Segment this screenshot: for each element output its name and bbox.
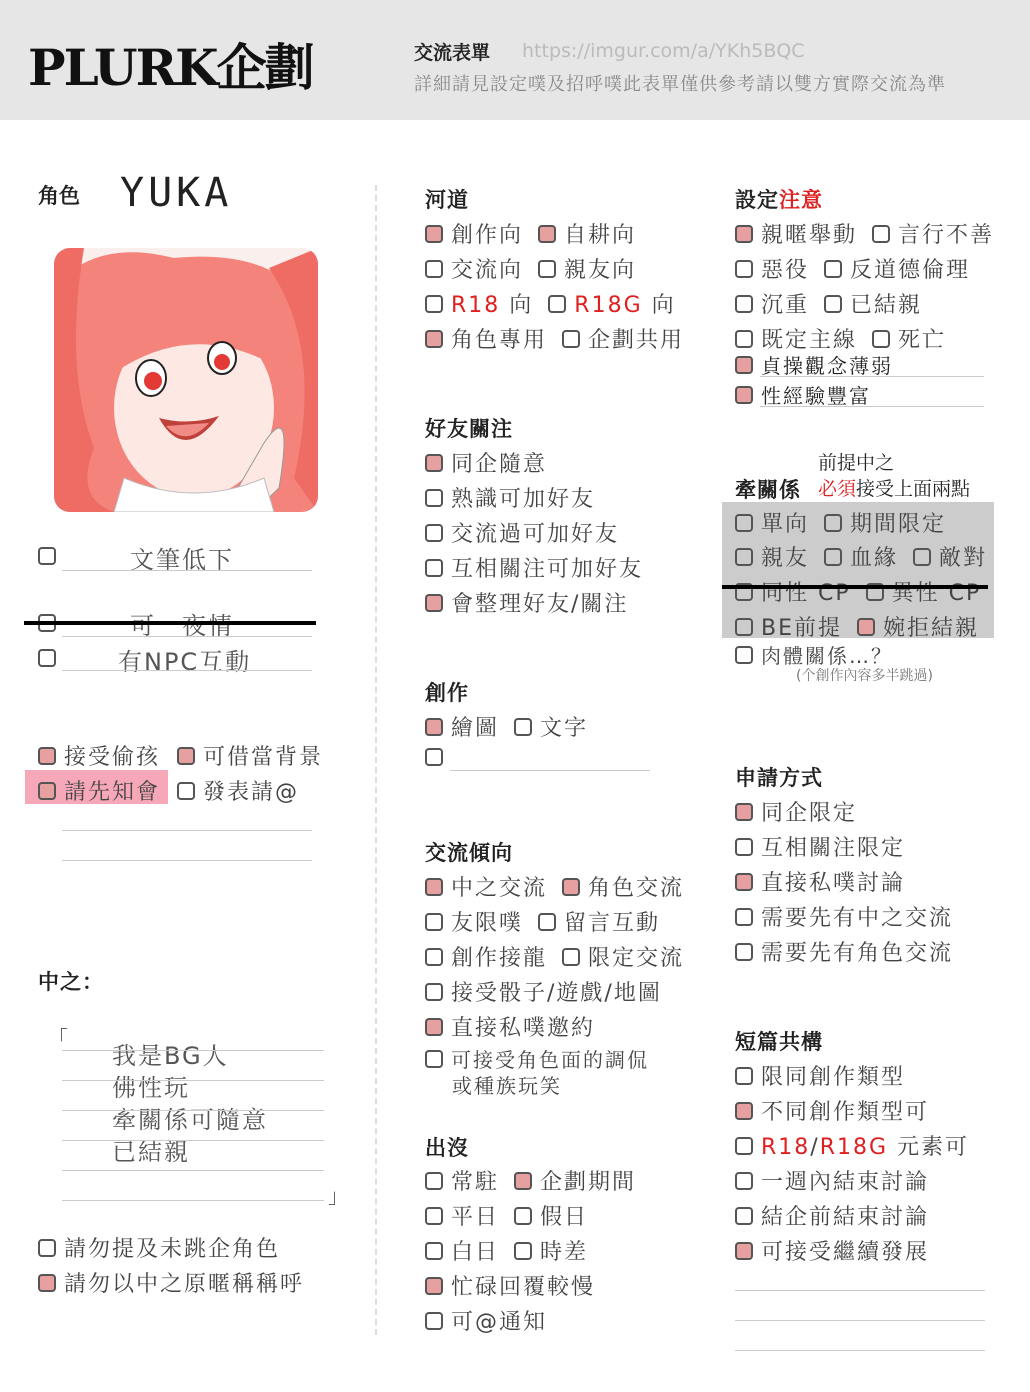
misc-row-1: 接受偷孩 可借當背景 xyxy=(38,740,323,771)
short-item-2: 不同創作類型可 xyxy=(735,1095,929,1126)
blank-line xyxy=(62,1080,324,1081)
header-bar xyxy=(0,0,1030,120)
checkbox-icon[interactable] xyxy=(548,295,566,313)
checkbox-icon[interactable] xyxy=(824,548,842,566)
apply-item-4: 需要先有中之交流 xyxy=(735,901,953,932)
nakanohito-title: 中之： xyxy=(38,970,104,994)
char-option-3[interactable] xyxy=(38,647,64,672)
blank-line xyxy=(735,1290,985,1291)
checkbox-icon[interactable] xyxy=(425,295,443,313)
checkbox-icon[interactable] xyxy=(735,1102,753,1120)
relation-row-2: 親友 血緣 敵對 xyxy=(735,541,987,572)
checkbox-icon[interactable] xyxy=(38,782,56,800)
river-title: 河道 xyxy=(425,188,469,212)
blank-line xyxy=(62,1050,324,1051)
checkbox-icon[interactable] xyxy=(38,547,56,565)
appear-row-5: 可@通知 xyxy=(425,1305,547,1336)
checkbox-icon[interactable] xyxy=(425,489,443,507)
nakanohito-line-2: 佛性玩 xyxy=(112,1074,190,1102)
char-option-3-label: 有NPC互動 xyxy=(118,648,252,676)
friends-item-2: 熟識可加好友 xyxy=(425,482,595,513)
friends-title: 好友關注 xyxy=(425,417,513,441)
checkbox-icon[interactable] xyxy=(735,548,753,566)
nakanohito-option-1: 請勿提及未跳企角色 xyxy=(38,1232,280,1263)
blank-line xyxy=(735,1320,985,1321)
exchange-row-4: 接受骰子/遊戲/地圖 xyxy=(425,976,662,1007)
blank-line xyxy=(62,670,312,671)
apply-item-2: 互相關注限定 xyxy=(735,831,905,862)
checkbox-icon[interactable] xyxy=(38,1274,56,1292)
blank-line xyxy=(62,1170,324,1171)
checkbox-icon[interactable] xyxy=(735,514,753,532)
creation-row: 繪圖 文字 xyxy=(425,711,588,742)
nakanohito-line-4: 已結親 xyxy=(112,1138,190,1166)
appear-row-3: 白日 時差 xyxy=(425,1235,588,1266)
checkbox-icon[interactable] xyxy=(538,913,556,931)
settings-title: 設定注意 xyxy=(735,188,823,212)
checkbox-icon[interactable] xyxy=(735,1067,753,1085)
settings-row-5: 貞操觀念薄弱 xyxy=(735,350,893,379)
settings-row-6: 性經驗豐富 xyxy=(735,380,871,409)
checkbox-icon[interactable] xyxy=(38,1239,56,1257)
friends-item-3: 交流過可加好友 xyxy=(425,517,619,548)
short-title: 短篇共構 xyxy=(735,1030,823,1054)
checkbox-icon[interactable] xyxy=(425,1312,443,1330)
checkbox-icon[interactable] xyxy=(735,295,753,313)
checkbox-icon[interactable] xyxy=(735,838,753,856)
checkbox-icon[interactable] xyxy=(872,330,890,348)
checkbox-icon[interactable] xyxy=(735,356,753,374)
checkbox-icon[interactable] xyxy=(735,225,753,243)
form-title: 交流表單 xyxy=(414,42,491,64)
checkbox-icon[interactable] xyxy=(735,618,753,636)
open-bracket: 「 xyxy=(48,1026,68,1050)
character-avatar xyxy=(54,248,318,512)
checkbox-icon[interactable] xyxy=(425,1207,443,1225)
blank-line xyxy=(62,1200,324,1201)
checkbox-icon[interactable] xyxy=(425,913,443,931)
char-option-1-label: 文筆低下 xyxy=(130,546,234,574)
short-item-1: 限同創作類型 xyxy=(735,1060,905,1091)
checkbox-icon[interactable] xyxy=(735,1207,753,1225)
blank-line xyxy=(450,770,650,771)
blank-line xyxy=(62,636,312,637)
checkbox-icon[interactable] xyxy=(425,330,443,348)
checkbox-icon[interactable] xyxy=(425,260,443,278)
checkbox-icon[interactable] xyxy=(177,747,195,765)
apply-item-3: 直接私噗討論 xyxy=(735,866,905,897)
checkbox-icon[interactable] xyxy=(425,948,443,966)
friends-item-4: 互相關注可加好友 xyxy=(425,552,643,583)
relation-title: 牽關係 xyxy=(735,478,801,502)
nakanohito-line-3: 牽關係可隨意 xyxy=(112,1106,268,1134)
short-item-6: 可接受繼續發展 xyxy=(735,1235,929,1266)
exchange-row-1: 中之交流 角色交流 xyxy=(425,871,684,902)
checkbox-icon[interactable] xyxy=(735,873,753,891)
checkbox-icon[interactable] xyxy=(425,594,443,612)
settings-row-1: 親暱舉動 言行不善 xyxy=(735,218,994,249)
creation-title: 創作 xyxy=(425,681,469,705)
blank-line xyxy=(760,406,984,407)
exchange-row-2: 友限噗 留言互動 xyxy=(425,906,660,937)
checkbox-icon[interactable] xyxy=(514,1172,532,1190)
checkbox-icon[interactable] xyxy=(425,1242,443,1260)
checkbox-icon[interactable] xyxy=(538,260,556,278)
relation-premise: 必須接受上面兩點 xyxy=(818,478,971,500)
checkbox-icon[interactable] xyxy=(425,524,443,542)
checkbox-icon[interactable] xyxy=(735,803,753,821)
relation-row-5: 肉體關係…？ xyxy=(735,640,893,669)
character-label: 角色 xyxy=(38,184,80,208)
checkbox-icon[interactable] xyxy=(425,718,443,736)
relation-note: (个創作內容多半跳過) xyxy=(796,668,933,684)
friends-item-1: 同企隨意 xyxy=(425,447,547,478)
checkbox-icon[interactable] xyxy=(425,983,443,1001)
appear-row-1: 常駐 企劃期間 xyxy=(425,1165,636,1196)
checkbox-icon[interactable] xyxy=(735,908,753,926)
checkbox-icon[interactable] xyxy=(38,649,56,667)
nakanohito-option-2: 請勿以中之原暱稱稱呼 xyxy=(38,1267,304,1298)
relation-row-4: BE前提 婉拒結親 xyxy=(735,611,979,642)
checkbox-icon[interactable] xyxy=(735,260,753,278)
checkbox-icon[interactable] xyxy=(735,1172,753,1190)
checkbox-icon[interactable] xyxy=(38,747,56,765)
checkbox-icon[interactable] xyxy=(562,948,580,966)
friends-item-5: 會整理好友/關注 xyxy=(425,587,628,618)
misc-row-2: 請先知會 發表請@ xyxy=(38,775,299,806)
checkbox-icon[interactable] xyxy=(538,225,556,243)
checkbox-icon[interactable] xyxy=(872,225,890,243)
checkbox-icon[interactable] xyxy=(425,1277,443,1295)
blank-line xyxy=(735,1350,985,1351)
checkbox-icon[interactable] xyxy=(562,330,580,348)
checkbox-icon[interactable] xyxy=(425,1172,443,1190)
checkbox-icon[interactable] xyxy=(735,943,753,961)
form-url-link[interactable]: https://imgur.com/a/YKh5BQC xyxy=(522,40,805,62)
blank-line xyxy=(62,830,312,831)
checkbox-icon[interactable] xyxy=(514,1207,532,1225)
exchange-row-6: 可接受角色面的調侃 xyxy=(425,1044,649,1073)
exchange-row-5: 直接私噗邀約 xyxy=(425,1011,595,1042)
checkbox-icon[interactable] xyxy=(735,1137,753,1155)
checkbox-icon[interactable] xyxy=(425,748,443,766)
column-divider xyxy=(375,185,377,1335)
creation-other xyxy=(425,746,451,771)
relation-row-3: 同性 CP 異性 CP xyxy=(735,576,981,607)
apply-title: 申請方式 xyxy=(735,766,823,790)
appear-row-2: 平日 假日 xyxy=(425,1200,588,1231)
apply-item-5: 需要先有角色交流 xyxy=(735,936,953,967)
checkbox-icon[interactable] xyxy=(425,1018,443,1036)
appear-title: 出沒 xyxy=(425,1136,469,1160)
checkbox-icon[interactable] xyxy=(425,225,443,243)
checkbox-icon[interactable] xyxy=(735,646,753,664)
checkbox-icon[interactable] xyxy=(735,1242,753,1260)
character-name: YUKA xyxy=(120,170,233,216)
char-option-1[interactable] xyxy=(38,545,64,570)
river-row-4: 角色專用 企劃共用 xyxy=(425,323,684,354)
short-item-4: 一週內結束討論 xyxy=(735,1165,929,1196)
checkbox-icon[interactable] xyxy=(425,454,443,472)
checkbox-icon[interactable] xyxy=(425,1050,443,1068)
checkbox-icon[interactable] xyxy=(514,1242,532,1260)
exchange-title: 交流傾向 xyxy=(425,841,513,865)
checkbox-icon[interactable] xyxy=(425,878,443,896)
short-item-3: R18/R18G 元素可 xyxy=(735,1130,969,1161)
river-row-2: 交流向 親友向 xyxy=(425,253,636,284)
checkbox-icon[interactable] xyxy=(857,618,875,636)
blank-line xyxy=(62,860,312,861)
settings-row-4: 既定主線 死亡 xyxy=(735,323,946,354)
blank-line xyxy=(62,1140,324,1141)
apply-item-1: 同企限定 xyxy=(735,796,857,827)
checkbox-icon[interactable] xyxy=(735,330,753,348)
short-item-5: 結企前結束討論 xyxy=(735,1200,929,1231)
checkbox-icon[interactable] xyxy=(913,548,931,566)
char-option-2-label: 可一夜情 xyxy=(130,612,234,640)
blank-line xyxy=(62,1110,324,1111)
strike-line xyxy=(722,585,988,589)
blank-line xyxy=(62,570,312,571)
form-note: 詳細請見設定噗及招呼噗此表單僅供參考請以雙方實際交流為準 xyxy=(414,74,946,95)
river-row-1: 創作向 自耕向 xyxy=(425,218,636,249)
checkbox-icon[interactable] xyxy=(735,386,753,404)
nakanohito-line-1: 我是BG人 xyxy=(112,1042,229,1070)
strike-line xyxy=(24,621,316,625)
checkbox-icon[interactable] xyxy=(514,718,532,736)
checkbox-icon[interactable] xyxy=(425,559,443,577)
checkbox-icon[interactable] xyxy=(824,295,842,313)
settings-row-2: 惡役 反道德倫理 xyxy=(735,253,970,284)
relation-row-1: 單向 期間限定 xyxy=(735,507,946,538)
relation-premise-top: 前提中之 xyxy=(818,452,895,474)
logo: PLURK企劃 xyxy=(28,38,313,97)
close-bracket: 」 xyxy=(328,1184,348,1208)
exchange-row-6-cont: 或種族玩笑 xyxy=(452,1074,562,1098)
river-row-3: R18 向 R18G 向 xyxy=(425,288,676,319)
appear-row-4: 忙碌回覆較慢 xyxy=(425,1270,595,1301)
checkbox-icon[interactable] xyxy=(824,514,842,532)
exchange-row-3: 創作接龍 限定交流 xyxy=(425,941,684,972)
checkbox-icon[interactable] xyxy=(562,878,580,896)
settings-row-3: 沉重 已結親 xyxy=(735,288,922,319)
checkbox-icon[interactable] xyxy=(177,782,195,800)
checkbox-icon[interactable] xyxy=(824,260,842,278)
blank-line xyxy=(760,376,984,377)
